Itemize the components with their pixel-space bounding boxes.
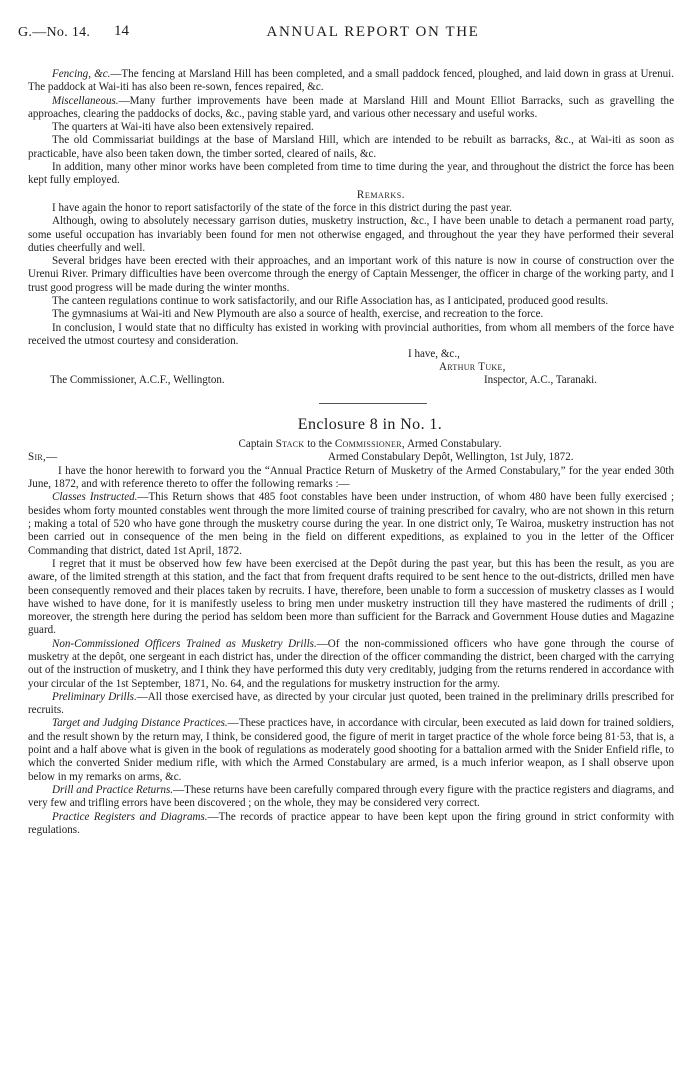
paragraph-lead: Fencing, &c. — [52, 68, 111, 80]
signer-name: Arthur Tuke, — [439, 361, 506, 374]
from-recipient: Commissioner, — [334, 437, 405, 450]
report-body — [28, 68, 674, 837]
paragraph-lead: Target and Judging Distance Practices. — [52, 717, 228, 730]
paragraph-lead: Practice Registers and Diagrams. — [52, 810, 208, 823]
page-number: 14 — [114, 23, 129, 39]
paragraph-lead: Preliminary Drills. — [52, 690, 137, 703]
closing: I have, &c., — [408, 348, 460, 361]
paragraph-lead: Classes Instructed. — [52, 491, 138, 504]
remarks-paragraph: The gymnasiums at Wai-iti and New Plymouth are also a source of health, exercise, and recreation to the force. — [52, 308, 544, 321]
enclosure-heading: Enclosure 8 in No. 1. — [297, 416, 443, 434]
enclosure-from-line — [28, 438, 674, 451]
paragraph-classes-instructed — [28, 491, 674, 557]
remarks-paragraph: The canteen regulations continue to work satisfactorily, and our Rifle Association has, as I anticipated, produced good results. — [52, 295, 609, 308]
paragraph-lead: Miscellaneous. — [52, 94, 119, 107]
paragraph-target-practices — [28, 717, 674, 783]
paragraph-miscellaneous — [28, 95, 674, 122]
paragraph-nco-trained — [28, 638, 674, 691]
paragraph-text: I regret that it must be observed how few have been exercised at the Depôt during the past year, but this has been the result, as you are aware, of the limited strength at this station, and the fact that from frequent drafts required to be sent hence to the out-districts, drilled men have been consequently removed and their places taken by recruits. I have, therefore, been unable to form a succession of musketry classes as I would have wished to have done, for it is manifestly useless to bring men under musketry instruction till they have mastered the rudiments of drill ; moreover, the strength here during the period has seldom been more than sufficient for the Barrack and Government House duties and Magazine guard. — [28, 557, 674, 637]
paragraph-lead: Non-Commissioned Officers Trained as Musketry Drills. — [52, 637, 317, 650]
paragraph-practice-registers — [28, 811, 674, 838]
page-header — [18, 23, 674, 48]
from-name: Stack — [275, 437, 305, 450]
paragraph-text: —These returns have been carefully compared through every figure with the practice registers and diagrams, and very few and trifling errors have been discovered ; on the whole, they may be considered very correct. — [28, 783, 674, 810]
remarks-paragraph: I have again the honor to report satisfactorily of the state of the force in this district during the past year. — [52, 201, 512, 214]
paragraph-text: —The fencing at Marsland Hill has been completed, and a small paddock fenced, ploughed, and laid down in grass at Urenui. The paddock at Wai-iti has also been re-sown, fences repaired, &c. — [28, 68, 674, 94]
salutation-line — [28, 451, 674, 465]
from-suffix: Armed Constabulary. — [407, 437, 502, 450]
section-divider — [319, 403, 427, 404]
paragraph-text: —Of the non-commissioned officers who have gone through the course of musketry at the depôt, one sergeant in each district has, under the direction of the officer commanding the district, been charged with the carrying out of the instruction of musketry, and I think they have performed this duty very creditably, judging from the returns rendered in accordance with your circular of the 1st September, 1871, No. 64, and the regulations for musketry instruction for the army. — [28, 637, 674, 690]
enclosure-intro: I have the honor herewith to forward you the “Annual Practice Return of Musketry of the Armed Constabulary,” for the year ended 30th June, 1872, and with reference thereto to offer the following remarks :— — [28, 464, 674, 491]
paragraph-drill-returns — [28, 784, 674, 811]
document-reference: G.—No. 14. — [18, 25, 91, 40]
paragraph-text: In addition, many other minor works have been completed from time to time during the year, and throughout the district the force has been kept fully employed. — [28, 161, 674, 187]
remarks-paragraph: In conclusion, I would state that no difficulty has existed in working with provincial authorities, from whom all members of the force have received the utmost courtesy and consideration. — [28, 321, 674, 347]
remarks-heading: Remarks. — [356, 188, 406, 201]
paragraph-text: —The records of practice appear to have been kept upon the firing ground in strict conformity with regulations. — [28, 810, 674, 836]
paragraph-text: The old Commissariat buildings at the base of Marsland Hill, which are intended to be rebuilt as barracks, &c., at Wai-iti as soon as practicable, have also been taken down, the timber sorted, cleared of nails, &c. — [28, 134, 674, 160]
paragraph-quarters — [28, 121, 674, 134]
place-date: Armed Constabulary Depôt, Wellington, 1st July, 1872. — [328, 450, 574, 463]
paragraph-text: The quarters at Wai-iti have also been extensively repaired. — [52, 121, 314, 134]
addressee: The Commissioner, A.C.F., Wellington. — [50, 374, 225, 387]
from-mid: to the — [307, 437, 333, 450]
paragraph-preliminary-drills — [28, 691, 674, 718]
paragraph-addition — [28, 161, 674, 188]
paragraph-fencing — [28, 68, 674, 95]
signature-block — [28, 348, 674, 388]
paragraph-depot-regret — [28, 558, 674, 638]
paragraph-commissariat — [28, 134, 674, 161]
paragraph-text: —These practices have, in accordance with circular, been executed as laid down for trained soldiers, and the result shown by the return may, I think, be considered good, the figure of merit in target practice of the whole force being 81·53, that is, a point and a half above what is given in the book of regulations as moderately good shooting for a battalion armed with the Snider Enfield rifle, to which the converted Snider medium rifle, with which the Armed Constabulary are armed, is a much inferior weapon, as I shall observe upon below in my remarks on arms, &c. — [28, 717, 674, 783]
running-title: ANNUAL REPORT ON THE — [266, 24, 480, 40]
paragraph-text: —All those exercised have, as directed by your circular just quoted, been trained in the preliminary drills prescribed for recruits. — [28, 690, 675, 717]
remarks-paragraph: Several bridges have been erected with their approaches, and an important work of this nature is now in course of construction over the Urenui River. Primary difficulties have been overcome through the energy of Captain Messenger, the officer in charge of the working party, and I trust good progress will be made during the winter months. — [28, 255, 674, 294]
salutation: Sir,— — [28, 450, 58, 463]
from-prefix: Captain — [238, 437, 273, 450]
paragraph-text: —This Return shows that 485 foot constables have been under instruction, of whom 480 have been fully exercised ; besides whom forty mounted constables went through the more limited course of training prescribed for cavalry, who are not shown in this return ; making a total of 520 who have gone through the musketry course during the year. In one district only, Te Wairoa, musketry instruction has not been carried out in consequence of the men being in the field on different expeditions, as explained to you in the letter of the Officer Commanding that district, dated 1st April, 1872. — [28, 491, 675, 557]
signer-title: Inspector, A.C., Taranaki. — [484, 374, 598, 387]
paragraph-text: —Many further improvements have been made at Marsland Hill and Mount Elliot Barracks, such as gravelling the approaches, clearing the paddocks of docks, &c., paving stable yard, and various other necessary and useful works. — [28, 94, 674, 120]
remarks-paragraph: Although, owing to absolutely necessary garrison duties, musketry instruction, &c., I have been unable to detach a permanent road party, some useful occupation has invariably been found for men not otherwise engaged, and throughout the year they have performed their several duties cheerfully and well. — [28, 215, 674, 254]
paragraph-lead: Drill and Practice Returns. — [52, 783, 174, 796]
